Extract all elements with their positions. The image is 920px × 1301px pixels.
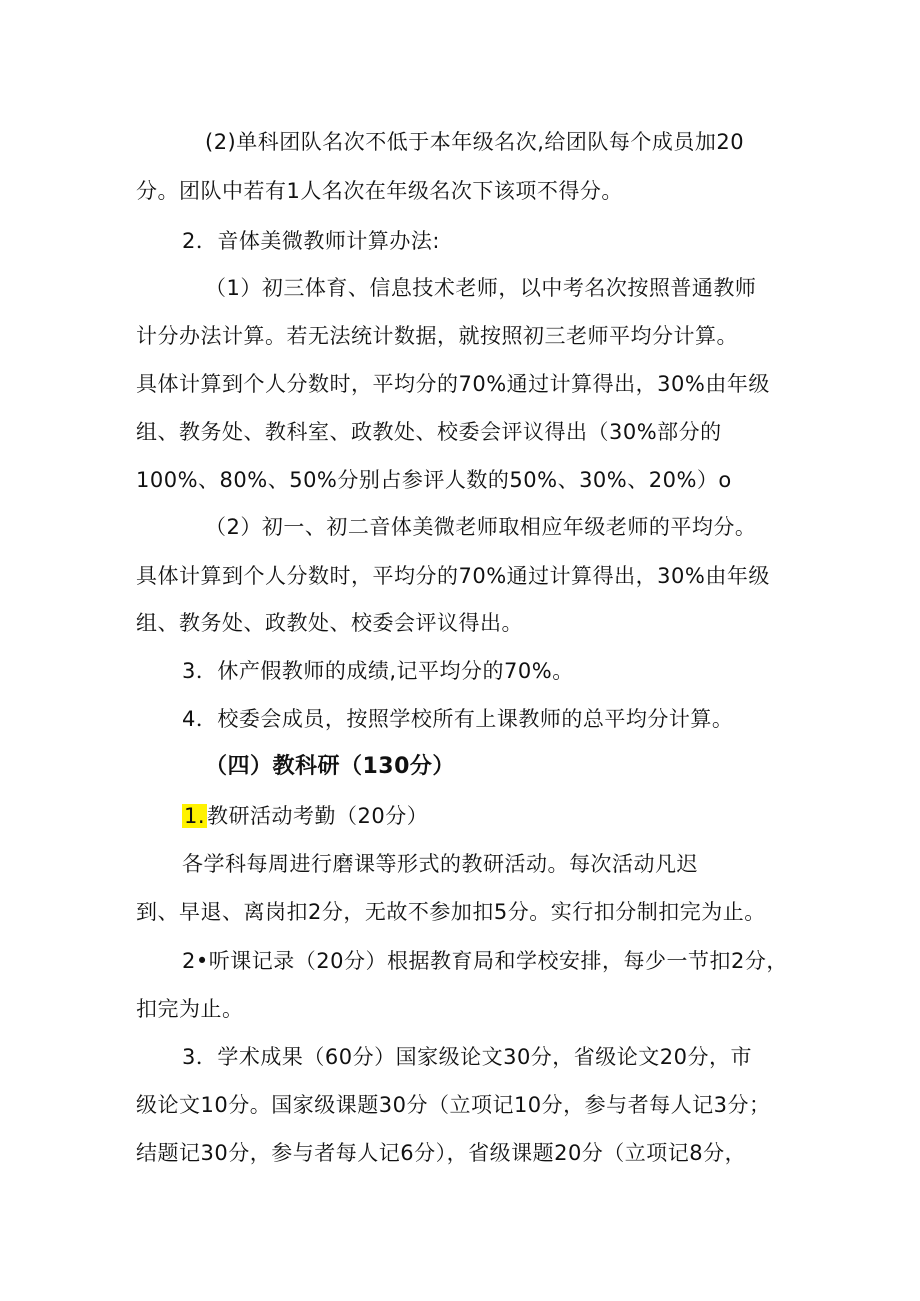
text-line-15 (182, 802, 428, 830)
text-line-5: 计分办法计算。若无法统计数据，就按照初三老师平均分计算。 (136, 324, 738, 348)
text-line-11: 组、教务处、政教处、校委会评议得出。 (136, 611, 523, 635)
text-line-13: 4．校委会成员，按照学校所有上课教师的总平均分计算。 (182, 707, 734, 731)
text-line-3: 2．音体美微教师计算办法: (182, 229, 440, 253)
highlighted-number: 1. (184, 804, 206, 828)
text-line-9: （2）初一、初二音体美微老师取相应年级老师的平均分。 (205, 515, 757, 539)
text-line-19: 扣完为止。 (136, 997, 244, 1021)
text-line-8: 100%、80%、50%分别占参评人数的50%、30%、20%）o (136, 468, 732, 492)
text-line-12: 3．休产假教师的成绩,记平均分的70%。 (182, 659, 574, 683)
text-line-6: 具体计算到个人分数时，平均分的70%通过计算得出，30%由年级 (136, 372, 770, 396)
text-line-21: 级论文10分。国家级课题30分（立项记10分，参与者每人记3分； (136, 1093, 771, 1117)
text-line-20: 3．学术成果（60分）国家级论文30分，省级论文20分，市 (182, 1045, 753, 1069)
text-line-18: 2•听课记录（20分）根据教育局和学校安排，每少一节扣2分， (182, 949, 788, 973)
text-line-10: 具体计算到个人分数时，平均分的70%通过计算得出，30%由年级 (136, 564, 770, 588)
text-line-16: 各学科每周进行磨课等形式的教研活动。每次活动凡迟 (182, 852, 698, 876)
text-line-7: 组、教务处、教科室、政教处、校委会评议得出（30%部分的 (136, 420, 722, 444)
text-line-17: 到、早退、离岗扣2分，无故不参加扣5分。实行扣分制扣完为止。 (136, 900, 766, 924)
text-line-15-content: 教研活动考勤（20分） (207, 804, 429, 828)
text-line-1: (2)单科团队名次不低于本年级名次,给团队每个成员加20 (205, 130, 745, 154)
text-line-22: 结题记30分，参与者每人记6分），省级课题20分（立项记8分， (136, 1141, 747, 1165)
section-heading: （四）教科研（130分） (205, 754, 455, 779)
text-line-2: 分。团队中若有1人名次在年级名次下该项不得分。 (136, 179, 623, 203)
text-line-4: （1）初三体育、信息技术老师，以中考名次按照普通教师 (205, 276, 757, 300)
